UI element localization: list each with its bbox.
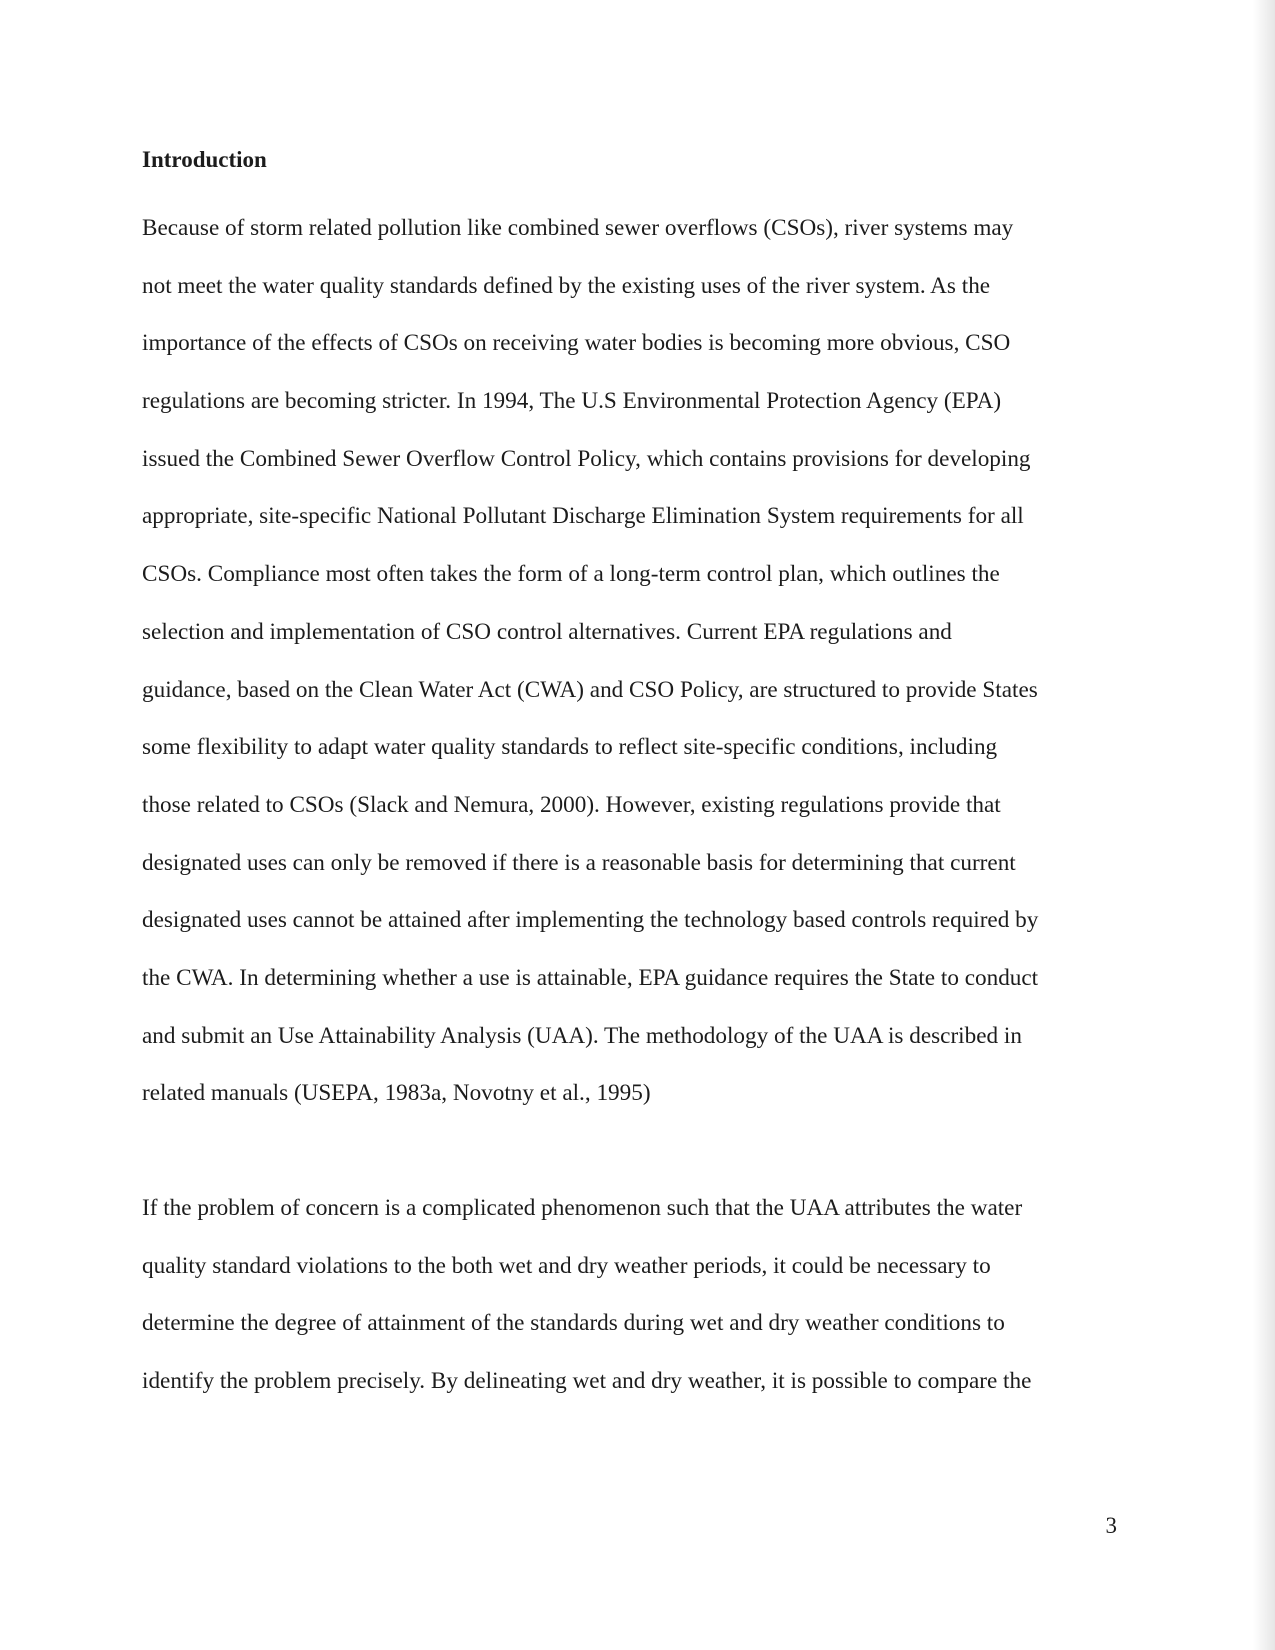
page-edge-shadow xyxy=(1253,0,1275,1650)
text-line: designated uses can only be removed if there is a reasonable basis for determining that current xyxy=(142,849,1016,876)
text-line: not meet the water quality standards defined by the existing uses of the river system. As the xyxy=(142,272,991,299)
text-line: related manuals (USEPA, 1983a, Novotny et al., 1995) xyxy=(142,1080,651,1107)
text-line: identify the problem precisely. By delineating wet and dry weather, it is possible to compare the xyxy=(142,1368,1032,1395)
text-line: determine the degree of attainment of the standards during wet and dry weather conditions to xyxy=(142,1310,1005,1337)
text-line: guidance, based on the Clean Water Act (CWA) and CSO Policy, are structured to provide States xyxy=(142,676,1038,703)
text-line: If the problem of concern is a complicated phenomenon such that the UAA attributes the water xyxy=(142,1195,1023,1221)
section-heading: Introduction xyxy=(142,147,267,172)
text-line: selection and implementation of CSO control alternatives. Current EPA regulations and xyxy=(142,618,952,645)
text-line: and submit an Use Attainability Analysis (UAA). The methodology of the UAA is described in xyxy=(142,1022,1022,1049)
text-line: issued the Combined Sewer Overflow Control Policy, which contains provisions for developing xyxy=(142,445,1031,472)
text-line: CSOs. Compliance most often takes the form of a long-term control plan, which outlines the xyxy=(142,561,1000,588)
text-line: importance of the effects of CSOs on receiving water bodies is becoming more obvious, CSO xyxy=(142,330,1011,357)
paragraph-2 xyxy=(142,1180,1142,1411)
page-number: 3 xyxy=(1105,1513,1117,1538)
text-line: designated uses cannot be attained after implementing the technology based controls required by xyxy=(142,907,1039,934)
text-line: quality standard violations to the both wet and dry weather periods, it could be necessary to xyxy=(142,1252,991,1279)
text-line: some flexibility to adapt water quality standards to reflect site-specific conditions, including xyxy=(142,734,998,761)
text-line: the CWA. In determining whether a use is attainable, EPA guidance requires the State to conduct xyxy=(142,964,1039,991)
text-line: appropriate, site-specific National Pollutant Discharge Elimination System requirements for all xyxy=(142,503,1024,530)
text-line: regulations are becoming stricter. In 1994, The U.S Environmental Protection Agency (EPA) xyxy=(142,388,1002,415)
text-line: Because of storm related pollution like combined sewer overflows (CSOs), river systems may xyxy=(142,215,1014,241)
text-line: those related to CSOs (Slack and Nemura, 2000). However, existing regulations provide that xyxy=(142,791,1001,818)
paragraph-1 xyxy=(142,200,1142,1123)
